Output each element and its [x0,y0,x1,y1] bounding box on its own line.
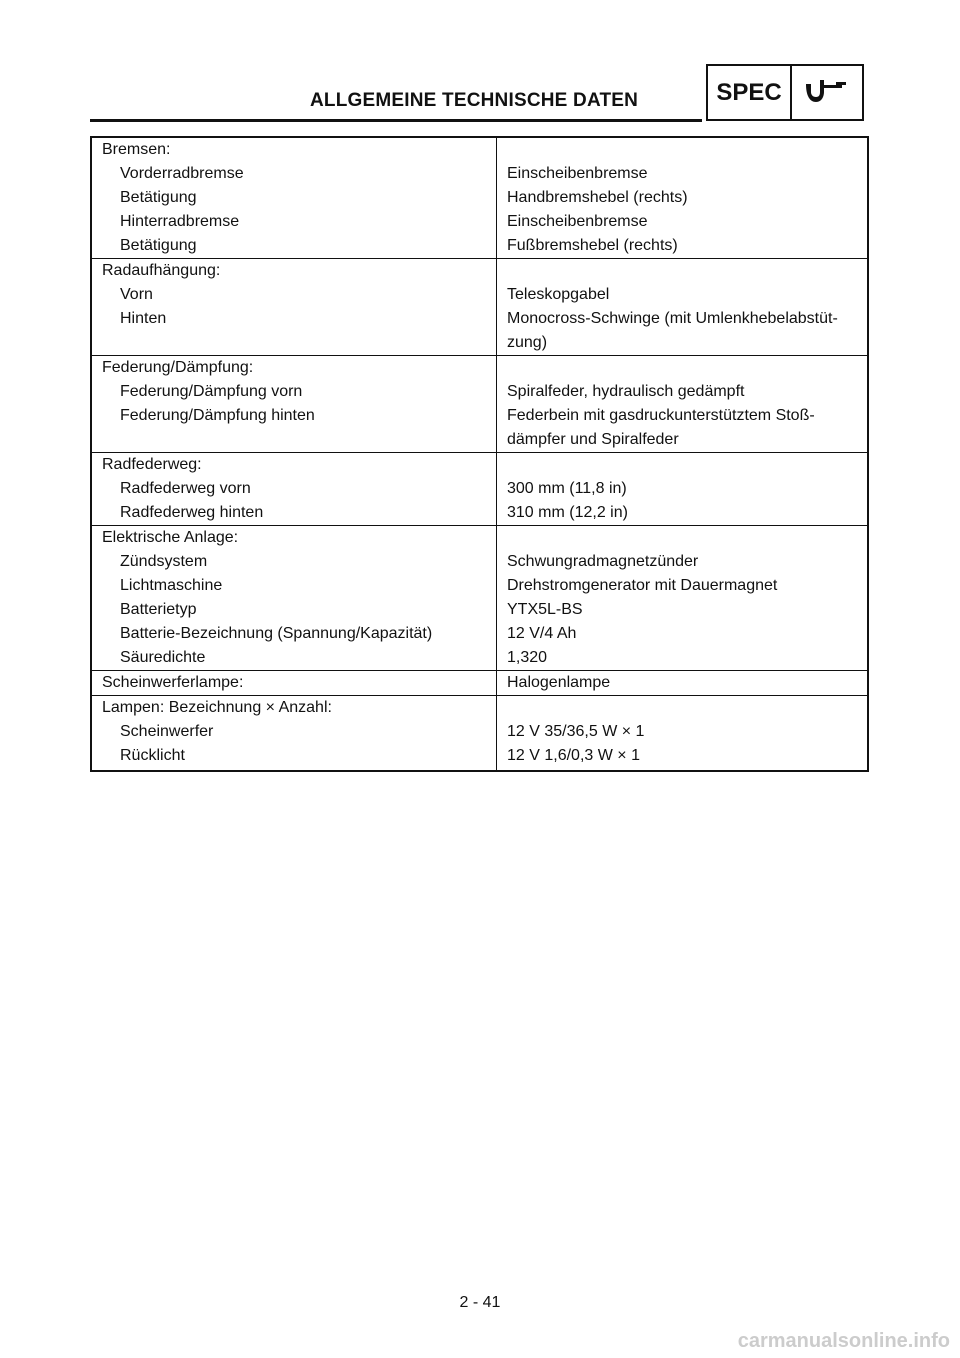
row-label: Scheinwerfer [91,720,497,744]
table-row [91,744,868,771]
page-title: ALLGEMEINE TECHNISCHE DATEN [310,90,639,111]
table-row [91,234,868,259]
spec-table [90,136,869,772]
row-label: Batterietyp [91,598,497,622]
table-row [91,550,868,574]
group-heading-row [91,259,868,284]
table-row [91,162,868,186]
spec-label: SPEC [708,66,792,119]
row-value-line: Federbein mit gasdruckunterstütztem Stoß- [507,407,815,424]
row-value [497,404,869,453]
table-row [91,574,868,598]
row-label: Batterie-Bezeichnung (Spannung/Kapazität) [91,622,497,646]
group-heading-row [91,453,868,478]
row-value: Teleskopgabel [507,286,610,303]
row-value [497,307,869,356]
group-heading: Bremsen: [91,137,497,162]
row-value: Fußbremshebel (rechts) [507,237,678,254]
row-label: Säuredichte [91,646,497,671]
page-number: 2 - 41 [459,1294,501,1311]
table-row [91,477,868,501]
header-rule [90,119,702,122]
row-label: Radfederweg hinten [91,501,497,526]
row-value: 12 V 1,6/0,3 W × 1 [507,747,640,764]
row-value: Einscheibenbremse [507,165,648,182]
row-label: Rücklicht [91,744,497,771]
row-value: 300 mm (11,8 in) [507,480,627,497]
row-label: Betätigung [91,234,497,259]
table-row [91,210,868,234]
group-heading-row [91,526,868,551]
wrench-icon [792,66,862,119]
row-value: 1,320 [507,649,548,666]
spec-badge [706,64,864,121]
group-heading: Scheinwerferlampe: [91,671,497,696]
group-heading-row [91,137,868,162]
row-label: Betätigung [91,186,497,210]
table-row [91,646,868,671]
row-value-line: dämpfer und Spiralfeder [507,431,679,448]
group-heading: Radfederweg: [91,453,497,478]
row-value-line: Monocross-Schwinge (mit Umlenkhebelabstüt- [507,310,838,327]
row-value: 12 V 35/36,5 W × 1 [507,723,645,740]
row-label: Hinten [91,307,497,356]
group-heading: Elektrische Anlage: [91,526,497,551]
row-value: Halogenlampe [497,671,869,696]
table-row [91,622,868,646]
group-heading-row [91,696,868,721]
row-label: Vorn [91,283,497,307]
row-value: YTX5L-BS [507,601,583,618]
row-value: Spiralfeder, hydraulisch gedämpft [507,383,745,400]
table-row [91,283,868,307]
group-heading: Federung/Dämpfung: [91,356,497,381]
row-label: Zündsystem [91,550,497,574]
row-value: 310 mm (12,2 in) [507,504,628,521]
row-label: Lichtmaschine [91,574,497,598]
row-value: Schwungradmagnetzünder [507,553,699,570]
row-label: Radfederweg vorn [91,477,497,501]
group-heading: Lampen: Bezeichnung × Anzahl: [91,696,497,721]
row-label: Hinterradbremse [91,210,497,234]
row-value: 12 V/4 Ah [507,625,577,642]
row-label: Vorderradbremse [91,162,497,186]
table-row [91,720,868,744]
table-row [91,307,868,356]
row-label: Federung/Dämpfung hinten [91,404,497,453]
group-heading-row [91,671,868,696]
table-row [91,501,868,526]
table-row [91,380,868,404]
table-row [91,598,868,622]
table-row [91,186,868,210]
row-value: Einscheibenbremse [507,213,648,230]
group-heading-row [91,356,868,381]
footer-watermark[interactable]: carmanualsonline.info [737,1330,950,1352]
row-label: Federung/Dämpfung vorn [91,380,497,404]
group-heading: Radaufhängung: [91,259,497,284]
row-value: Handbremshebel (rechts) [507,189,688,206]
table-row [91,404,868,453]
row-value: Drehstromgenerator mit Dauermagnet [507,577,778,594]
row-value-line: zung) [507,334,548,351]
